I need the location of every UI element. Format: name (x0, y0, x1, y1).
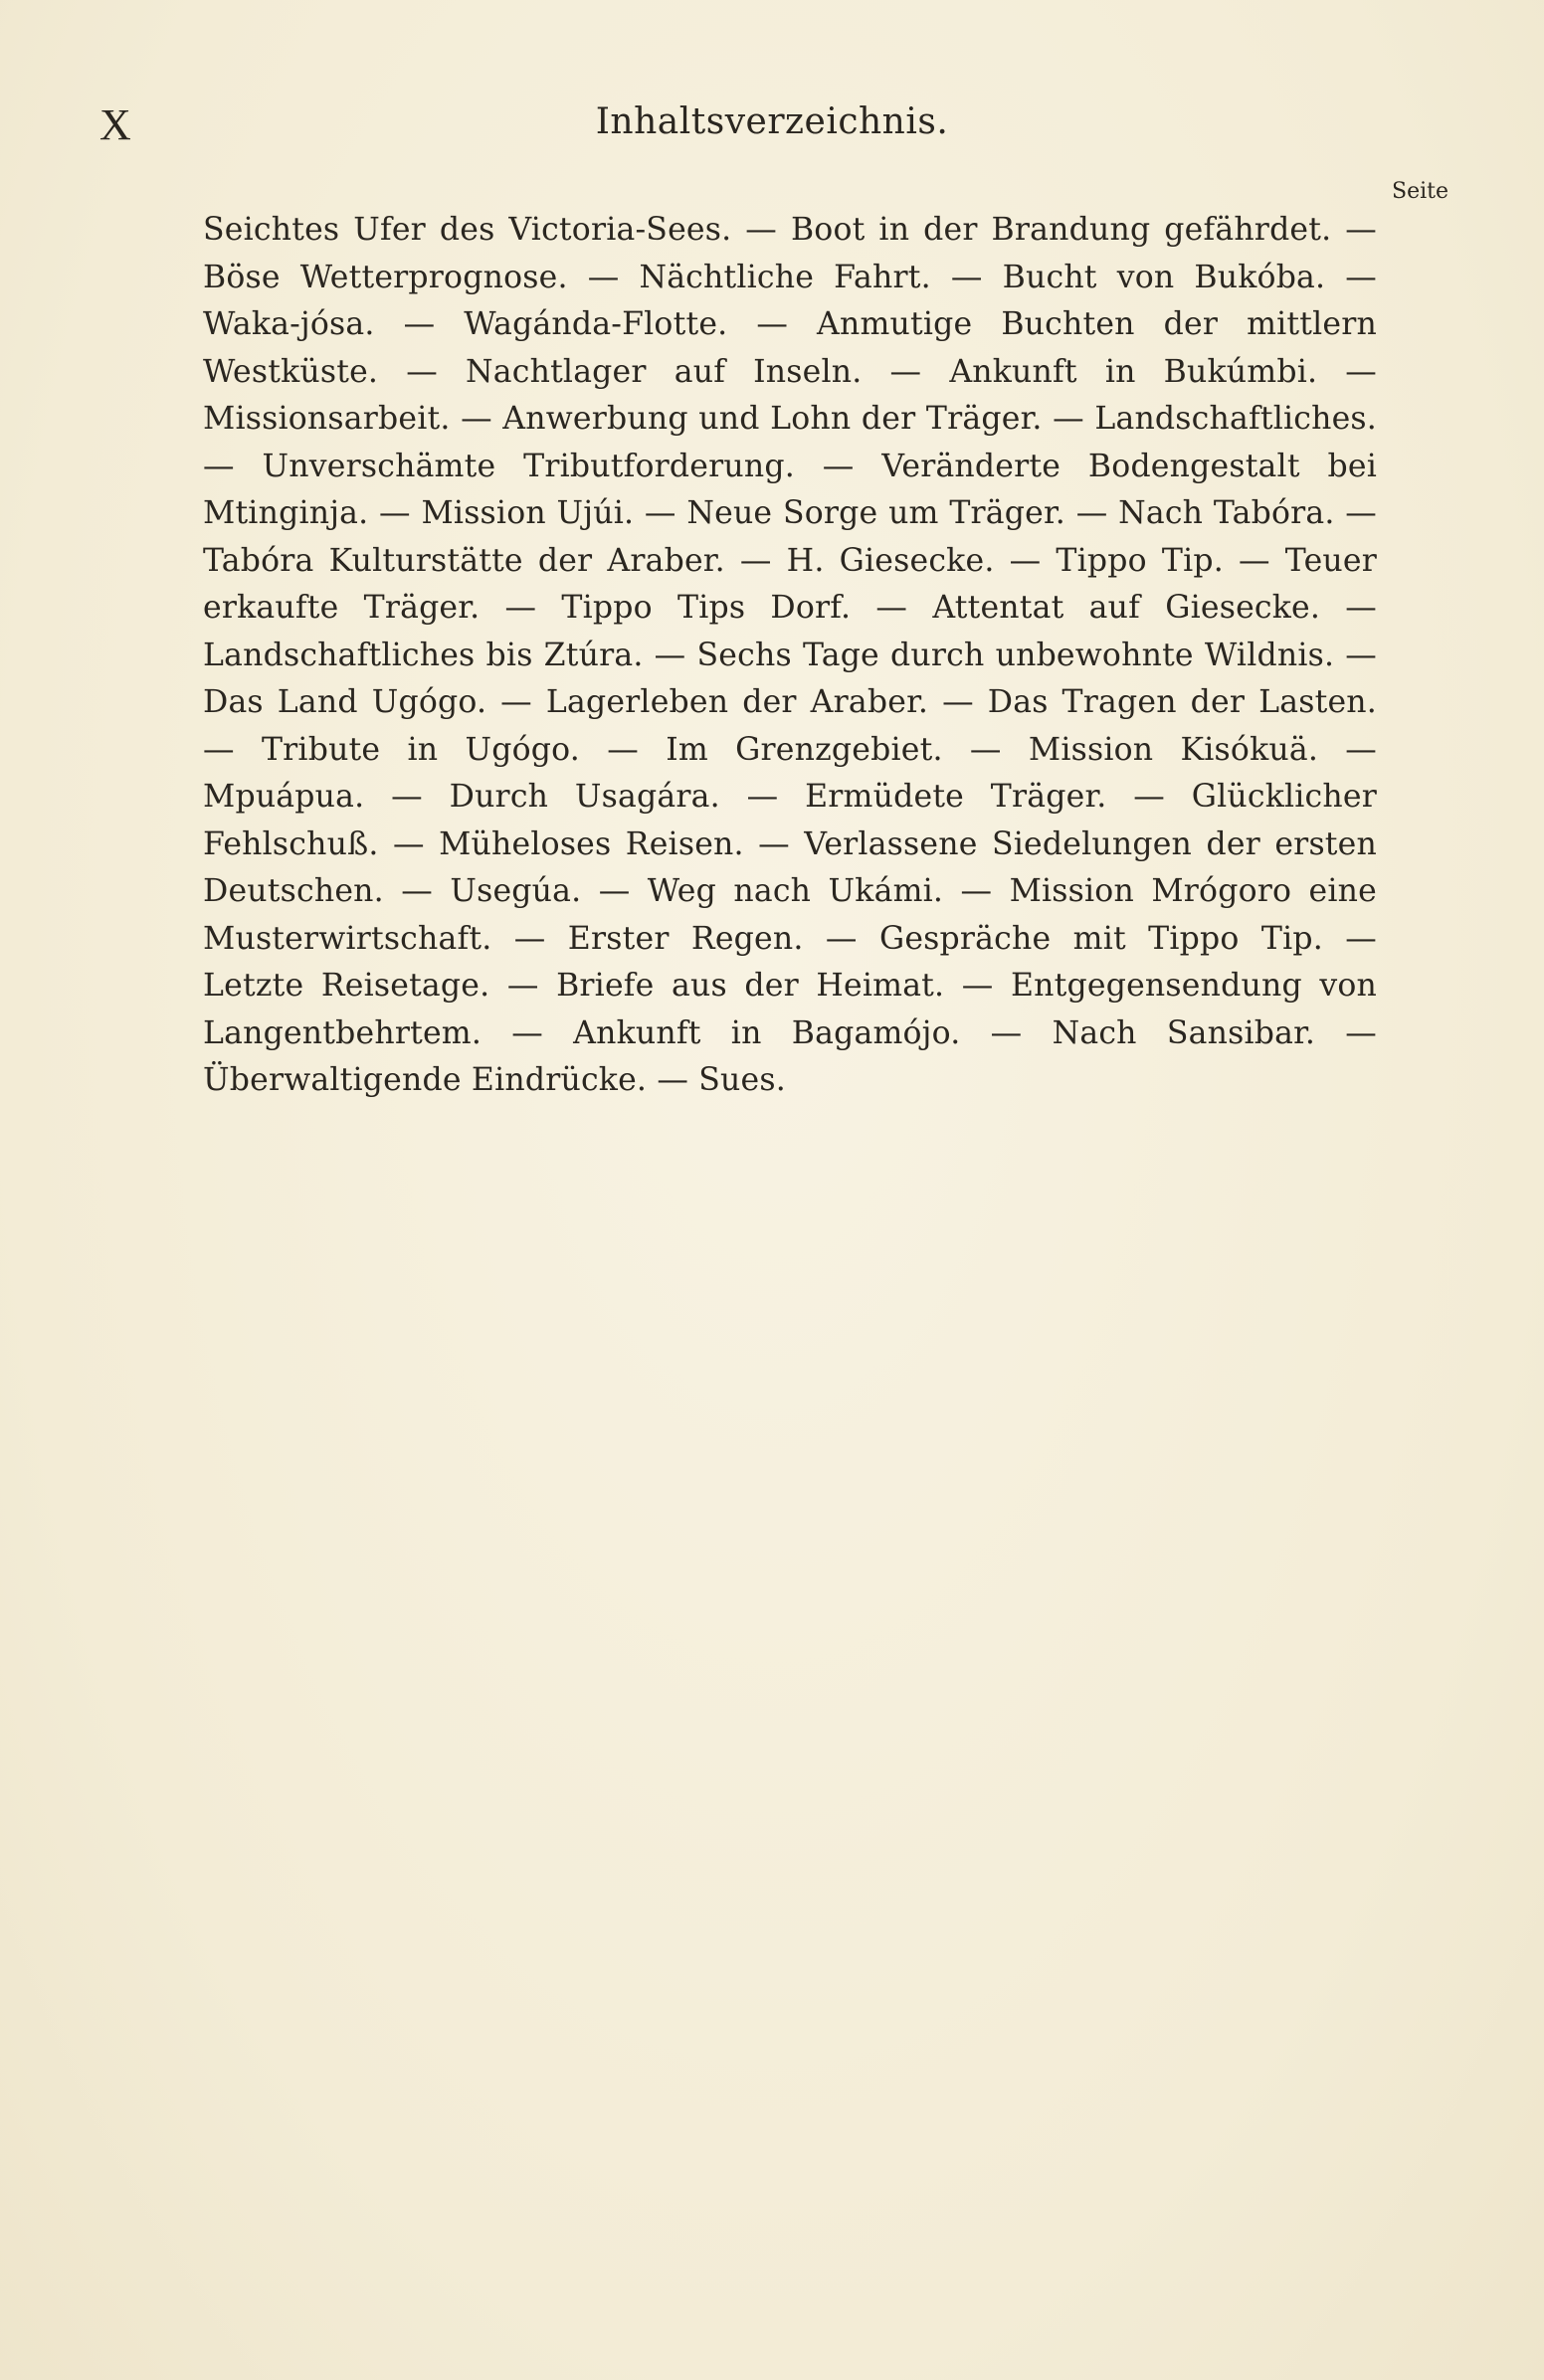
page-number: X (99, 100, 132, 149)
page-column-label: Seite (1392, 179, 1448, 204)
running-head: Inhaltsverzeichnis. (595, 101, 949, 142)
contents-paragraph: Seichtes Ufer des Victoria-Sees. — Boot in der Brandung gefährdet. — Böse Wetterprognose. — Nächtliche Fahrt. — Bucht von Bukóba. — Waka-jósa. — Wagánda-Flotte. — Anmutige Buchten der mittlern Westküste. — Nachtlager auf Inseln. — Ankunft in Bukúmbi. — Missionsarbeit. — Anwerbung und Lohn der Träger. — Landschaftliches. — Unverschämte Tributforderung. — Veränderte Bodengestalt bei Mtinginja. — Mission Ujúi. — Neue Sorge um Träger. — Nach Tabóra. — Tabóra Kulturstätte der Araber. — H. Giesecke. — Tippo Tip. — Teuer erkaufte Träger. — Tippo Tips Dorf. — Attentat auf Giesecke. — Landschaftliches bis Ztúra. — Sechs Tage durch unbewohnte Wildnis. — Das Land Ugógo. — Lagerleben der Araber. — Das Tragen der Lasten. — Tribute in Ugógo. — Im Grenzgebiet. — Mission Kisókuä. — Mpuápua. — Durch Usagára. — Ermüdete Träger. — Glücklicher Fehlschuß. — Müheloses Reisen. — Verlassene Siedelungen der ersten Deutschen. — Usegúa. — Weg nach Ukámi. — Mission Mrógoro eine Musterwirtschaft. — Erster Regen. — Gespräche mit Tippo Tip. — Letzte Reisetage. — Briefe aus der Heimat. — Entgegensendung von Langentbehrtem. — Ankunft in Bagamójo. — Nach Sansibar. — Überwaltigende Eindrücke. — Sues. (203, 212, 1377, 1098)
